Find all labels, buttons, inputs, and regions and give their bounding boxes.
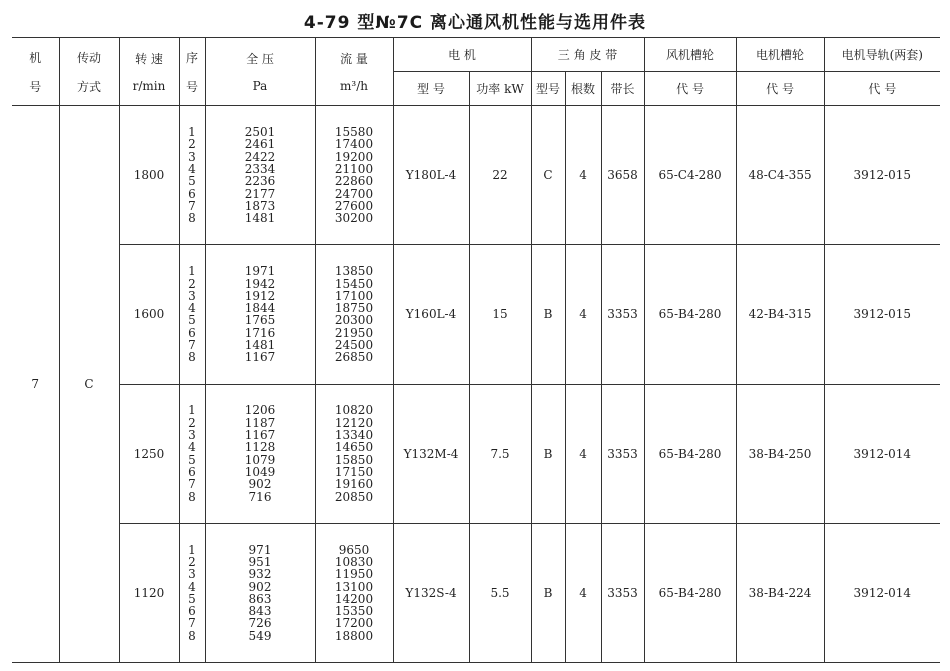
header-motor-pulley: 电机槽轮 — [736, 38, 824, 72]
pressure-list — [205, 384, 315, 523]
spec-table — [12, 37, 940, 663]
motor-power: 5.5 — [469, 523, 531, 662]
motor-type: Y180L-4 — [393, 106, 469, 245]
flow-list-value: 10820 — [334, 403, 374, 418]
flow-list-value: 30200 — [334, 211, 374, 226]
pressure-list — [205, 106, 315, 245]
flow-list-value: 14200 — [334, 591, 374, 606]
motor-power: 15 — [469, 245, 531, 384]
fan-pulley-code: 65-C4-280 — [644, 106, 736, 245]
header-fan-pulley: 风机槽轮 — [644, 38, 736, 72]
header-pressure: 全 压 Pa — [205, 38, 315, 106]
belt-length: 3353 — [601, 245, 644, 384]
table-row — [12, 245, 940, 384]
pressure-list-value: 902 — [248, 477, 272, 492]
header-belt-count: 根数 — [565, 72, 601, 106]
flow-list — [315, 245, 393, 384]
header-rail-code: 代 号 — [824, 72, 940, 106]
pressure-list-value: 1481 — [244, 338, 276, 353]
seq-list-value: 8 — [188, 489, 196, 504]
seq-list-value: 5 — [188, 452, 196, 467]
flow-list — [315, 523, 393, 662]
table-row — [12, 106, 940, 245]
header-belt: 三 角 皮 带 — [531, 38, 644, 72]
header-motor-pulley-code: 代 号 — [736, 72, 824, 106]
table-row — [12, 523, 940, 662]
seq-list-value: 6 — [188, 325, 196, 340]
flow-list-value: 15450 — [334, 276, 374, 291]
seq-list-value: 2 — [188, 137, 196, 152]
flow-list-value: 22860 — [334, 174, 374, 189]
seq-list-value: 1 — [188, 403, 196, 418]
seq-list-value: 5 — [188, 174, 196, 189]
flow-list-value: 19200 — [334, 149, 374, 164]
seq-list-value: 3 — [188, 149, 196, 164]
table-row — [12, 384, 940, 523]
rail-code: 3912-015 — [824, 106, 940, 245]
motor-pulley-code: 42-B4-315 — [736, 245, 824, 384]
belt-count: 4 — [565, 106, 601, 245]
motor-pulley-code: 48-C4-355 — [736, 106, 824, 245]
drive-mode: C — [59, 106, 119, 663]
seq-list-value: 2 — [188, 415, 196, 430]
belt-length: 3658 — [601, 106, 644, 245]
rail-code: 3912-015 — [824, 245, 940, 384]
seq-list-value: 1 — [188, 542, 196, 557]
flow-list-value: 26850 — [334, 350, 374, 365]
seq-list-value: 5 — [188, 313, 196, 328]
flow-list-value: 20850 — [334, 489, 374, 504]
motor-power: 7.5 — [469, 384, 531, 523]
header-motor: 电 机 — [393, 38, 531, 72]
seq-list-value: 7 — [188, 616, 196, 631]
machine-no: 7 — [12, 106, 59, 663]
pressure-list-value: 1844 — [244, 301, 276, 316]
header-fan-pulley-code: 代 号 — [644, 72, 736, 106]
flow-list-value: 14650 — [334, 440, 374, 455]
flow-list-value: 17200 — [334, 616, 374, 631]
pressure-list-value: 902 — [248, 579, 272, 594]
seq-list-value: 2 — [188, 276, 196, 291]
speed: 1600 — [119, 245, 179, 384]
pressure-list-value: 1167 — [244, 428, 276, 443]
pressure-list — [205, 523, 315, 662]
flow-list-value: 13100 — [334, 579, 374, 594]
pressure-list-value: 971 — [248, 542, 272, 557]
header-machine-no: 机 号 — [12, 38, 59, 106]
flow-list-value: 17400 — [334, 137, 374, 152]
motor-type: Y160L-4 — [393, 245, 469, 384]
flow-list-value: 17150 — [334, 464, 374, 479]
pressure-list-value: 1912 — [244, 288, 276, 303]
seq-list-value: 4 — [188, 579, 196, 594]
seq-list-value: 2 — [188, 554, 196, 569]
flow-list-value: 17100 — [334, 288, 374, 303]
pressure-list-value: 1971 — [244, 264, 276, 279]
seq-list-value: 8 — [188, 211, 196, 226]
seq-list-value: 4 — [188, 161, 196, 176]
belt-length: 3353 — [601, 384, 644, 523]
flow-list-value: 21950 — [334, 325, 374, 340]
flow-list-value: 21100 — [334, 161, 374, 176]
belt-type: B — [531, 384, 565, 523]
rail-code: 3912-014 — [824, 384, 940, 523]
flow-list-value: 19160 — [334, 477, 374, 492]
speed: 1800 — [119, 106, 179, 245]
motor-pulley-code: 38-B4-224 — [736, 523, 824, 662]
pressure-list-value: 2501 — [244, 125, 276, 140]
seq-list-value: 7 — [188, 338, 196, 353]
header-seq: 序 号 — [179, 38, 205, 106]
pressure-list-value: 1128 — [244, 440, 276, 455]
flow-list-value: 20300 — [334, 313, 374, 328]
pressure-list — [205, 245, 315, 384]
pressure-list-value: 932 — [248, 567, 272, 582]
pressure-list-value: 1481 — [244, 211, 276, 226]
seq-list-value: 3 — [188, 288, 196, 303]
belt-type: B — [531, 523, 565, 662]
pressure-list-value: 863 — [248, 591, 272, 606]
pressure-list-value: 716 — [248, 489, 272, 504]
belt-count: 4 — [565, 384, 601, 523]
flow-list-value: 15350 — [334, 604, 374, 619]
seq-list-value: 6 — [188, 186, 196, 201]
seq-list — [179, 523, 205, 662]
header-drive: 传动 方式 — [59, 38, 119, 106]
flow-list — [315, 106, 393, 245]
speed: 1120 — [119, 523, 179, 662]
pressure-list-value: 726 — [248, 616, 272, 631]
pressure-list-value: 2334 — [244, 161, 276, 176]
pressure-list-value: 549 — [248, 628, 272, 643]
seq-list-value: 6 — [188, 604, 196, 619]
seq-list — [179, 106, 205, 245]
seq-list-value: 6 — [188, 464, 196, 479]
flow-list-value: 12120 — [334, 415, 374, 430]
pressure-list-value: 2236 — [244, 174, 276, 189]
pressure-list-value: 1765 — [244, 313, 276, 328]
header-row-1 — [12, 38, 940, 72]
fan-pulley-code: 65-B4-280 — [644, 523, 736, 662]
pressure-list-value: 2461 — [244, 137, 276, 152]
pressure-list-value: 1942 — [244, 276, 276, 291]
page-title: 4-79 型№7C 离心通风机性能与选用件表 — [303, 13, 647, 33]
header-belt-type: 型号 — [531, 72, 565, 106]
motor-pulley-code: 38-B4-250 — [736, 384, 824, 523]
seq-list-value: 8 — [188, 628, 196, 643]
pressure-list-value: 1206 — [244, 403, 276, 418]
flow-list-value: 24700 — [334, 186, 374, 201]
pressure-list-value: 951 — [248, 554, 272, 569]
seq-list-value: 4 — [188, 440, 196, 455]
seq-list-value: 7 — [188, 477, 196, 492]
seq-list-value: 3 — [188, 567, 196, 582]
belt-count: 4 — [565, 523, 601, 662]
flow-list-value: 10830 — [334, 554, 374, 569]
motor-power: 22 — [469, 106, 531, 245]
seq-list — [179, 245, 205, 384]
flow-list-value: 11950 — [334, 567, 374, 582]
rail-code: 3912-014 — [824, 523, 940, 662]
flow-list-value: 9650 — [338, 542, 370, 557]
flow-list — [315, 384, 393, 523]
seq-list-value: 3 — [188, 428, 196, 443]
flow-list-value: 15850 — [334, 452, 374, 467]
flow-list-value: 18750 — [334, 301, 374, 316]
belt-type: B — [531, 245, 565, 384]
header-motor-power: 功率 kW — [469, 72, 531, 106]
pressure-list-value: 1049 — [244, 464, 276, 479]
header-motor-type: 型 号 — [393, 72, 469, 106]
header-rail: 电机导轨(两套) — [824, 38, 940, 72]
seq-list-value: 8 — [188, 350, 196, 365]
header-belt-length: 带长 — [601, 72, 644, 106]
pressure-list-value: 1167 — [244, 350, 276, 365]
pressure-list-value: 2177 — [244, 186, 276, 201]
belt-length: 3353 — [601, 523, 644, 662]
fan-pulley-code: 65-B4-280 — [644, 384, 736, 523]
speed: 1250 — [119, 384, 179, 523]
belt-type: C — [531, 106, 565, 245]
seq-list-value: 1 — [188, 264, 196, 279]
pressure-list-value: 2422 — [244, 149, 276, 164]
flow-list-value: 13340 — [334, 428, 374, 443]
flow-list-value: 15580 — [334, 125, 374, 140]
flow-list-value: 18800 — [334, 628, 374, 643]
pressure-list-value: 843 — [248, 604, 272, 619]
seq-list-value: 5 — [188, 591, 196, 606]
seq-list-value: 1 — [188, 125, 196, 140]
flow-list-value: 27600 — [334, 198, 374, 213]
motor-type: Y132M-4 — [393, 384, 469, 523]
belt-count: 4 — [565, 245, 601, 384]
pressure-list-value: 1079 — [244, 452, 276, 467]
flow-list-value: 13850 — [334, 264, 374, 279]
fan-pulley-code: 65-B4-280 — [644, 245, 736, 384]
pressure-list-value: 1187 — [244, 415, 276, 430]
pressure-list-value: 1873 — [244, 198, 276, 213]
header-speed: 转 速 r/min — [119, 38, 179, 106]
seq-list-value: 7 — [188, 198, 196, 213]
seq-list-value: 4 — [188, 301, 196, 316]
motor-type: Y132S-4 — [393, 523, 469, 662]
header-flow: 流 量 m³/h — [315, 38, 393, 106]
pressure-list-value: 1716 — [244, 325, 276, 340]
seq-list — [179, 384, 205, 523]
flow-list-value: 24500 — [334, 338, 374, 353]
